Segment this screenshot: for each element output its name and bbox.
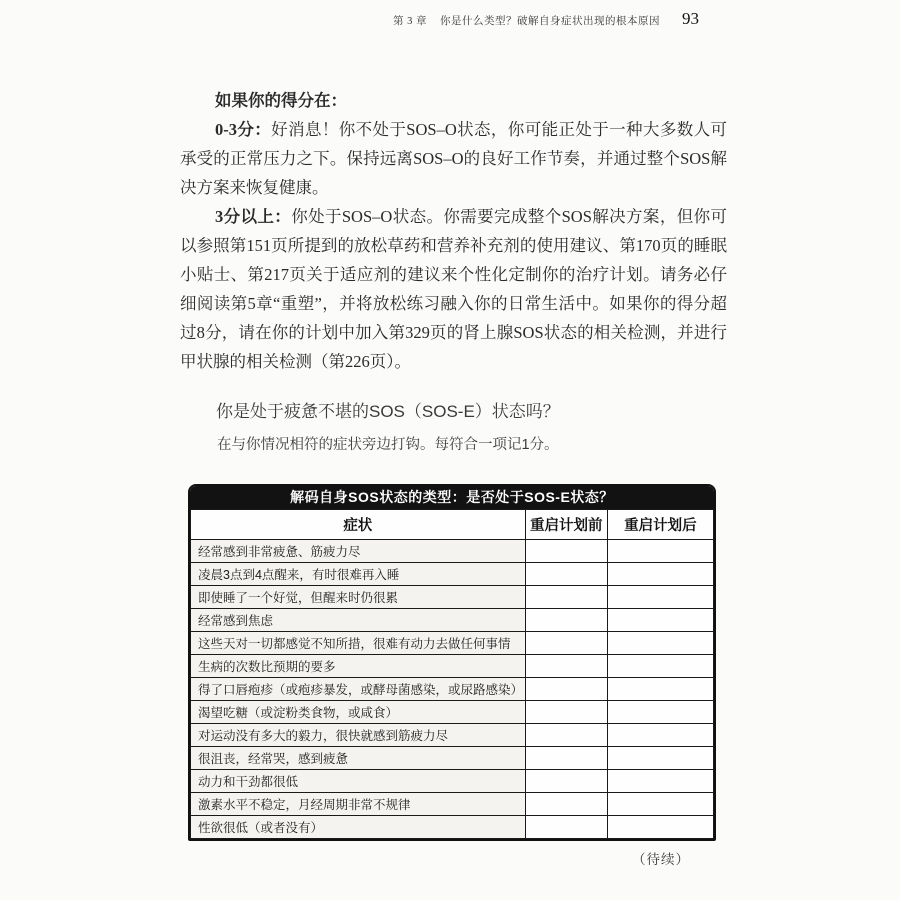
column-header-after-reboot: 重启计划后 bbox=[607, 510, 713, 540]
table-row bbox=[191, 701, 714, 724]
symptom-cell: 动力和干劲都很低 bbox=[191, 770, 526, 793]
to-be-continued-note: （待续） bbox=[632, 852, 690, 867]
column-header-symptom: 症状 bbox=[191, 510, 526, 540]
running-head bbox=[393, 9, 699, 29]
after-reboot-check-cell bbox=[607, 609, 713, 632]
symptom-cell: 生病的次数比预期的要多 bbox=[191, 655, 526, 678]
paragraph-lead: 0-3分： bbox=[215, 120, 272, 139]
symptom-cell: 经常感到非常疲惫、筋疲力尽 bbox=[191, 540, 526, 563]
before-reboot-check-cell bbox=[525, 770, 607, 793]
table-row bbox=[191, 770, 714, 793]
after-reboot-check-cell bbox=[607, 816, 713, 839]
before-reboot-check-cell bbox=[525, 678, 607, 701]
after-reboot-check-cell bbox=[607, 793, 713, 816]
table-row bbox=[191, 563, 714, 586]
before-reboot-check-cell bbox=[525, 563, 607, 586]
after-reboot-check-cell bbox=[607, 724, 713, 747]
table-row bbox=[191, 724, 714, 747]
before-reboot-check-cell bbox=[525, 747, 607, 770]
before-reboot-check-cell bbox=[525, 609, 607, 632]
before-reboot-check-cell bbox=[525, 816, 607, 839]
after-reboot-check-cell bbox=[607, 632, 713, 655]
section-heading: 你是处于疲惫不堪的SOS（SOS-E）状态吗？ bbox=[216, 402, 560, 421]
table-row bbox=[191, 655, 714, 678]
before-reboot-check-cell bbox=[525, 724, 607, 747]
table-row bbox=[191, 540, 714, 563]
table-row bbox=[191, 793, 714, 816]
after-reboot-check-cell bbox=[607, 655, 713, 678]
after-reboot-check-cell bbox=[607, 678, 713, 701]
symptom-cell: 激素水平不稳定，月经周期非常不规律 bbox=[191, 793, 526, 816]
symptom-cell: 这些天对一切都感觉不知所措，很难有动力去做任何事情 bbox=[191, 632, 526, 655]
paragraph-score-0-3 bbox=[180, 115, 727, 202]
after-reboot-check-cell bbox=[607, 563, 713, 586]
sos-e-quiz-table bbox=[188, 484, 716, 841]
before-reboot-check-cell bbox=[525, 632, 607, 655]
section-instruction: 在与你情况相符的症状旁边打钩。每符合一项记1分。 bbox=[217, 437, 559, 453]
symptom-cell: 很沮丧，经常哭，感到疲惫 bbox=[191, 747, 526, 770]
column-header-before-reboot: 重启计划前 bbox=[525, 510, 607, 540]
symptom-cell: 性欲很低（或者没有） bbox=[191, 816, 526, 839]
chapter-label: 第 3 章 bbox=[393, 16, 427, 27]
before-reboot-check-cell bbox=[525, 701, 607, 724]
symptom-table bbox=[190, 509, 714, 839]
before-reboot-check-cell bbox=[525, 655, 607, 678]
after-reboot-check-cell bbox=[607, 770, 713, 793]
paragraph-score-intro bbox=[180, 86, 727, 115]
after-reboot-check-cell bbox=[607, 701, 713, 724]
table-header-row bbox=[191, 510, 714, 540]
paragraph-lead: 3分以上： bbox=[215, 207, 292, 226]
page-number: 93 bbox=[682, 9, 699, 28]
table-title: 解码自身SOS状态的类型：是否处于SOS-E状态？ bbox=[190, 486, 714, 509]
before-reboot-check-cell bbox=[525, 793, 607, 816]
symptom-cell: 即使睡了一个好觉，但醒来时仍很累 bbox=[191, 586, 526, 609]
table-row bbox=[191, 678, 714, 701]
symptom-cell: 经常感到焦虑 bbox=[191, 609, 526, 632]
after-reboot-check-cell bbox=[607, 586, 713, 609]
page-content bbox=[180, 86, 727, 868]
symptom-cell: 对运动没有多大的毅力，很快就感到筋疲力尽 bbox=[191, 724, 526, 747]
paragraph-text: 你处于SOS–O状态。你需要完成整个SOS解决方案，但你可以参照第151页所提到的放松草药和营养补充剂的使用建议、第170页的睡眠小贴士、第217页关于适应剂的建议来个性化定制你的治疗计划。请务必仔细阅读第5章“重塑”，并将放松练习融入你的日常生活中。如果你的得分超过8分，请在你的计划中加入第329页的肾上腺SOS状态的相关检测，并进行甲状腺的相关检测（第226页）。 bbox=[180, 207, 727, 371]
table-row bbox=[191, 609, 714, 632]
table-row bbox=[191, 586, 714, 609]
paragraph-lead: 如果你的得分在： bbox=[215, 91, 347, 110]
paragraph-score-3plus bbox=[180, 202, 727, 376]
table-row bbox=[191, 747, 714, 770]
table-row bbox=[191, 816, 714, 839]
before-reboot-check-cell bbox=[525, 540, 607, 563]
after-reboot-check-cell bbox=[607, 540, 713, 563]
paragraph-text: 好消息！你不处于SOS–O状态，你可能正处于一种大多数人可承受的正常压力之下。保持远离SOS–O的良好工作节奏，并通过整个SOS解决方案来恢复健康。 bbox=[180, 120, 727, 197]
before-reboot-check-cell bbox=[525, 586, 607, 609]
symptom-cell: 凌晨3点到4点醒来，有时很难再入睡 bbox=[191, 563, 526, 586]
symptom-cell: 渴望吃糖（或淀粉类食物，或咸食） bbox=[191, 701, 526, 724]
symptom-cell: 得了口唇疱疹（或疱疹暴发，或酵母菌感染，或尿路感染） bbox=[191, 678, 526, 701]
chapter-title: 你是什么类型？破解自身症状出现的根本原因 bbox=[440, 16, 660, 27]
table-row bbox=[191, 632, 714, 655]
after-reboot-check-cell bbox=[607, 747, 713, 770]
